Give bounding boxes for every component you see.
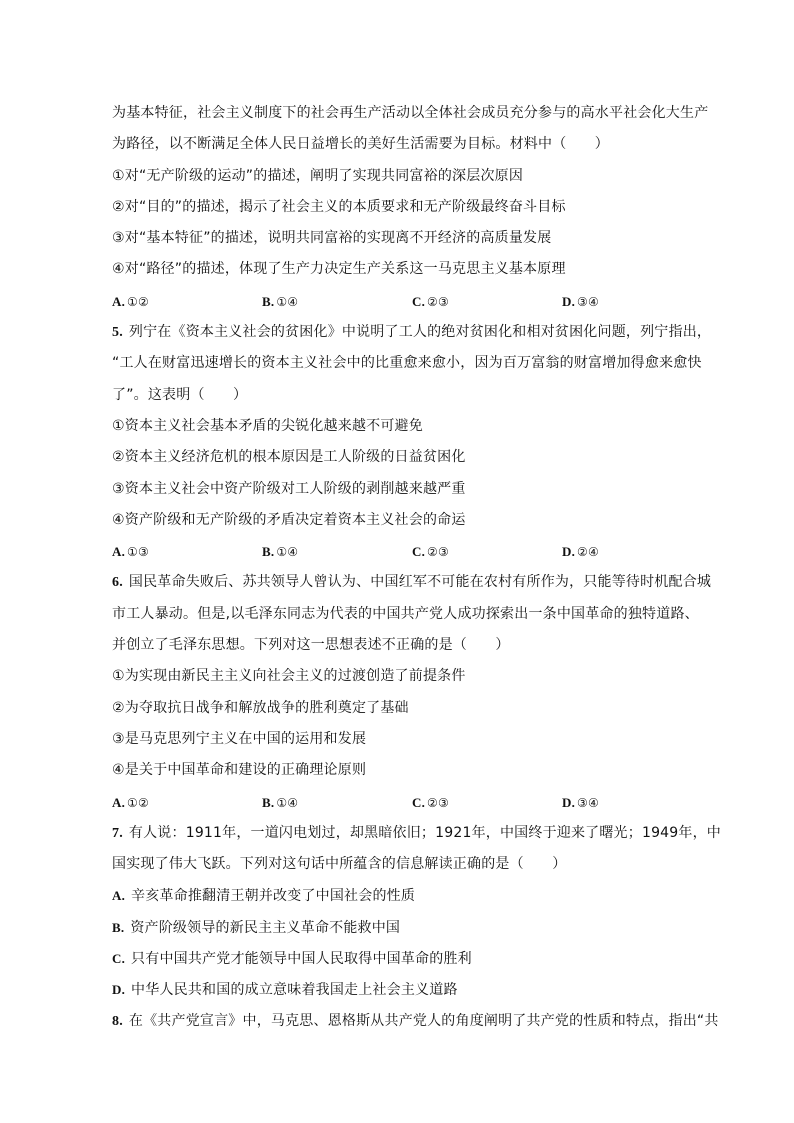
option-label: C. [412,293,426,309]
exam-content [112,98,721,1037]
option-text: ①② [127,294,149,309]
option-item [562,536,712,567]
option-item [262,787,412,818]
question-text: 列宁在《资本主义社会的贫困化》中说明了工人的绝对贫困化和相对贫困化问题，列宁指出， [128,324,712,341]
question-stem [112,818,721,849]
option-item [412,286,562,317]
text-line: 了”。这表明（ ） [112,386,248,403]
option-label: A. [112,794,126,810]
text-line: ③资本主义社会中资产阶级对工人阶级的剥削越来越严重 [112,480,466,497]
answer-choice [112,880,712,911]
choice-text: 辛亥革命推翻清王朝并改变了中国社会的性质 [131,888,416,905]
option-item [262,536,412,567]
text-line: ②为夺取抗日战争和解放战争的胜利奠定了基础 [112,699,409,716]
option-label: B. [262,544,275,560]
option-label: A. [112,293,126,309]
text-line: ③对“基本特征”的描述，说明共同富裕的实现离不开经济的高质量发展 [112,230,552,247]
option-row [112,536,712,567]
question-stem [112,317,712,348]
question-text: 在《共产党宣言》中，马克思、恩格斯从共产党人的角度阐明了共产党的性质和特点，指出“共 [128,1012,719,1029]
option-item [262,286,412,317]
option-row [112,286,712,317]
option-item [562,787,712,818]
option-label: B. [262,293,275,309]
choice-label: D. [112,982,126,998]
question-number: 6. [112,575,123,591]
text-line: “工人在财富迅速增长的资本主义社会中的比重愈来愈小，因为百万富翁的财富增加得愈来愈快 [112,355,702,372]
text-line: 并创立了毛泽东思想。下列对这一思想表述不正确的是（ ） [112,637,510,654]
question-number: 5. [112,325,123,341]
option-text: ②③ [427,795,449,810]
option-item [112,787,262,818]
question-stem [112,1006,719,1037]
text-line: ④是关于中国革命和建设的正确理论原则 [112,762,367,779]
text-line: ①为实现由新民主主义向社会主义的过渡创造了前提条件 [112,668,466,685]
option-text: ②④ [577,545,599,560]
text-line: 为基本特征，社会主义制度下的社会再生产活动以全体社会成员充分参与的高水平社会化大生产 [112,105,709,121]
text-line: 国实现了伟大飞跃。下列对这句话中所蕴含的信息解读正确的是（ ） [112,856,567,873]
text-line: ②对“目的”的描述，揭示了社会主义的本质要求和无产阶级最终奋斗目标 [112,198,566,215]
text-line: ④对“路径”的描述，体现了生产力决定生产关系这一马克思主义基本原理 [112,261,566,278]
option-label: D. [562,794,576,810]
text-line: ①对“无产阶级的运动”的描述，阐明了实现共同富裕的深层次原因 [112,167,524,184]
option-label: A. [112,544,126,560]
text-line: 市工人暴动。但是,以毛泽东同志为代表的中国共产党人成功探索出一条中国革命的独特道路、 [112,605,699,622]
option-text: ②③ [427,294,449,309]
option-label: D. [562,544,576,560]
option-label: C. [412,544,426,560]
choice-text: 只有中国共产党才能领导中国人民取得中国革命的胜利 [131,951,472,968]
option-text: ③④ [577,294,599,309]
option-item [112,536,262,567]
option-label: D. [562,293,576,309]
answer-choice [112,943,712,974]
question-stem [112,567,712,598]
question-text: 国民革命失败后、苏共领导人曾认为、中国红军不可能在农村有所作为，只能等待时机配合城 [128,574,712,591]
option-text: ①② [127,795,149,810]
option-label: B. [262,794,275,810]
option-text: ①③ [127,545,149,560]
answer-choice [112,974,712,1005]
option-text: ②③ [427,545,449,560]
question-text: 有人说：1911年，一道闪电划过，却黑暗依旧；1921年，中国终于迎来了曙光；1949年，中 [128,824,721,841]
option-item [412,787,562,818]
option-text: ③④ [577,795,599,810]
text-line: ①资本主义社会基本矛盾的尖锐化越来越不可避免 [112,417,423,434]
text-line: ②资本主义经济危机的根本原因是工人阶级的日益贫困化 [112,449,466,466]
choice-text: 中华人民共和国的成立意味着我国走上社会主义道路 [131,982,458,999]
option-row [112,787,712,818]
option-label: C. [412,794,426,810]
choice-label: C. [112,951,126,967]
text-line: ③是马克思列宁主义在中国的运用和发展 [112,730,367,747]
option-text: ①④ [276,545,299,560]
choice-label: A. [112,888,126,904]
text-line: 为路径，以不断满足全体人民日益增长的美好生活需要为目标。材料中（ ） [112,136,609,153]
choice-label: B. [112,919,125,935]
option-item [412,536,562,567]
answer-choice [112,912,712,943]
option-item [112,286,262,317]
question-number: 7. [112,825,123,841]
text-line: ④资产阶级和无产阶级的矛盾决定着资本主义社会的命运 [112,511,466,528]
option-text: ①④ [276,294,299,309]
option-text: ①④ [276,795,299,810]
question-number: 8. [112,1013,123,1029]
option-item [562,286,712,317]
choice-text: 资产阶级领导的新民主主义革命不能救中国 [130,919,401,936]
